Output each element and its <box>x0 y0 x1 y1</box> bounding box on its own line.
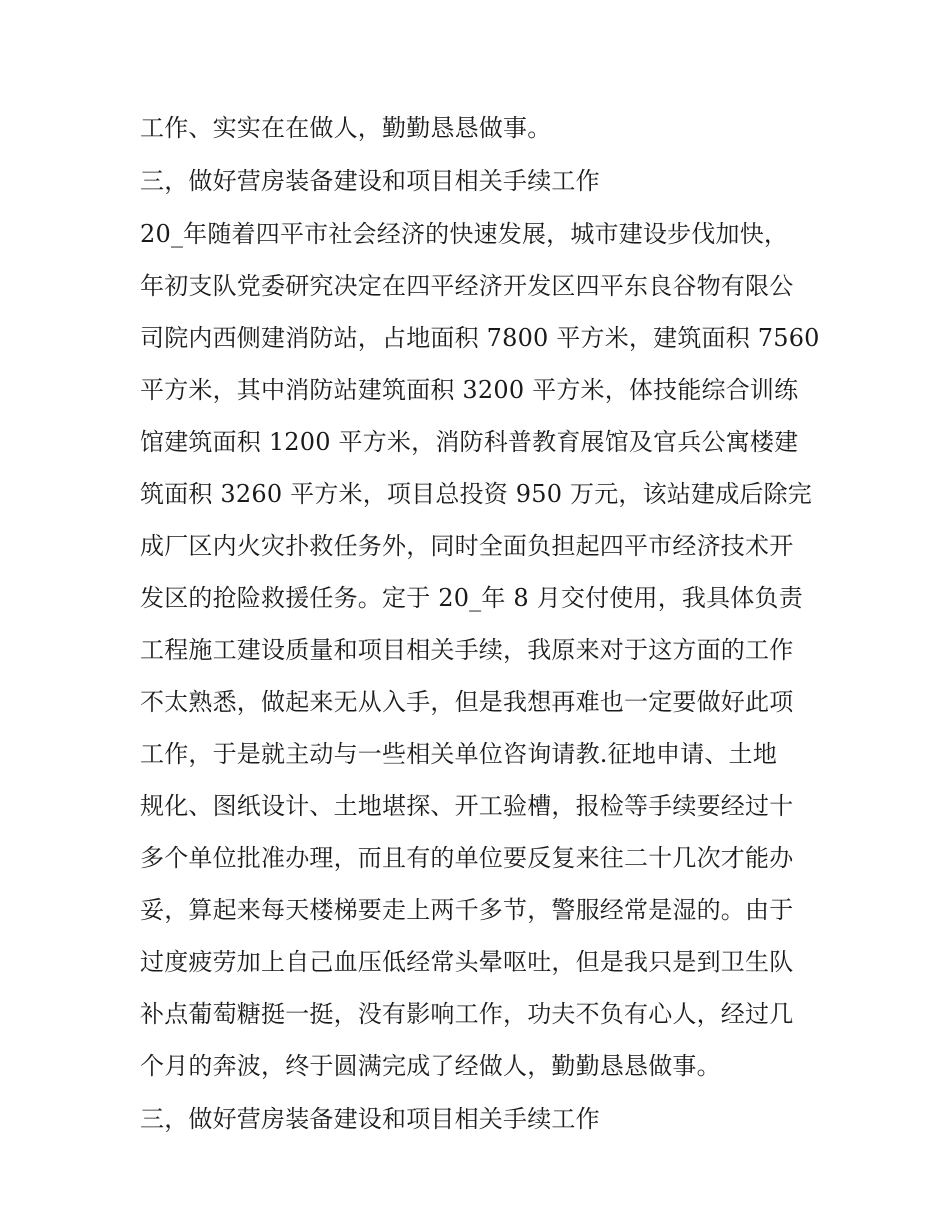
text-line: 规化、图纸设计、土地堪探、开工验槽，报检等手续要经过十 <box>140 792 794 820</box>
text-line: 成厂区内火灾扑救任务外，同时全面负担起四平市经济技术开 <box>140 532 794 560</box>
text-line: 司院内西侧建消防站，占地面积 7800 平方米，建筑面积 7560 <box>140 324 820 352</box>
text-line: 工作，于是就主动与一些相关单位咨询请教.征地申请、土地 <box>140 740 778 768</box>
text-line: 筑面积 3260 平方米，项目总投资 950 万元，该站建成后除完 <box>140 480 813 508</box>
text-line: 补点葡萄糖挺一挺，没有影响工作，功夫不负有心人，经过几 <box>140 1000 794 1028</box>
text-line: 个月的奔波，终于圆满完成了经做人，勤勤恳恳做事。 <box>140 1052 721 1080</box>
text-line: 平方米，其中消防站建筑面积 3200 平方米，体技能综合训练 <box>140 376 799 404</box>
text-line: 发区的抢险救援任务。定于 20_年 8 月交付使用，我具体负责 <box>140 584 803 612</box>
text-line: 20_年随着四平市社会经济的快速发展，城市建设步伐加快， <box>140 220 789 248</box>
text-line: 不太熟悉，做起来无从入手，但是我想再难也一定要做好此项 <box>140 688 794 716</box>
text-line: 馆建筑面积 1200 平方米，消防科普教育展馆及官兵公寓楼建 <box>140 428 799 456</box>
text-line: 年初支队党委研究决定在四平经济开发区四平东良谷物有限公 <box>140 272 794 300</box>
text-line: 工作、实实在在做人，勤勤恳恳做事。 <box>140 114 552 142</box>
section-heading: 三，做好营房装备建设和项目相关手续工作 <box>140 167 600 195</box>
text-line: 过度疲劳加上自己血压低经常头晕呕吐，但是我只是到卫生队 <box>140 948 794 976</box>
text-line: 多个单位批准办理，而且有的单位要反复来往二十几次才能办 <box>140 844 794 872</box>
text-line: 妥，算起来每天楼梯要走上两千多节，警服经常是湿的。由于 <box>140 896 794 924</box>
section-heading: 三，做好营房装备建设和项目相关手续工作 <box>140 1105 600 1133</box>
text-line: 工程施工建设质量和项目相关手续，我原来对于这方面的工作 <box>140 636 794 664</box>
